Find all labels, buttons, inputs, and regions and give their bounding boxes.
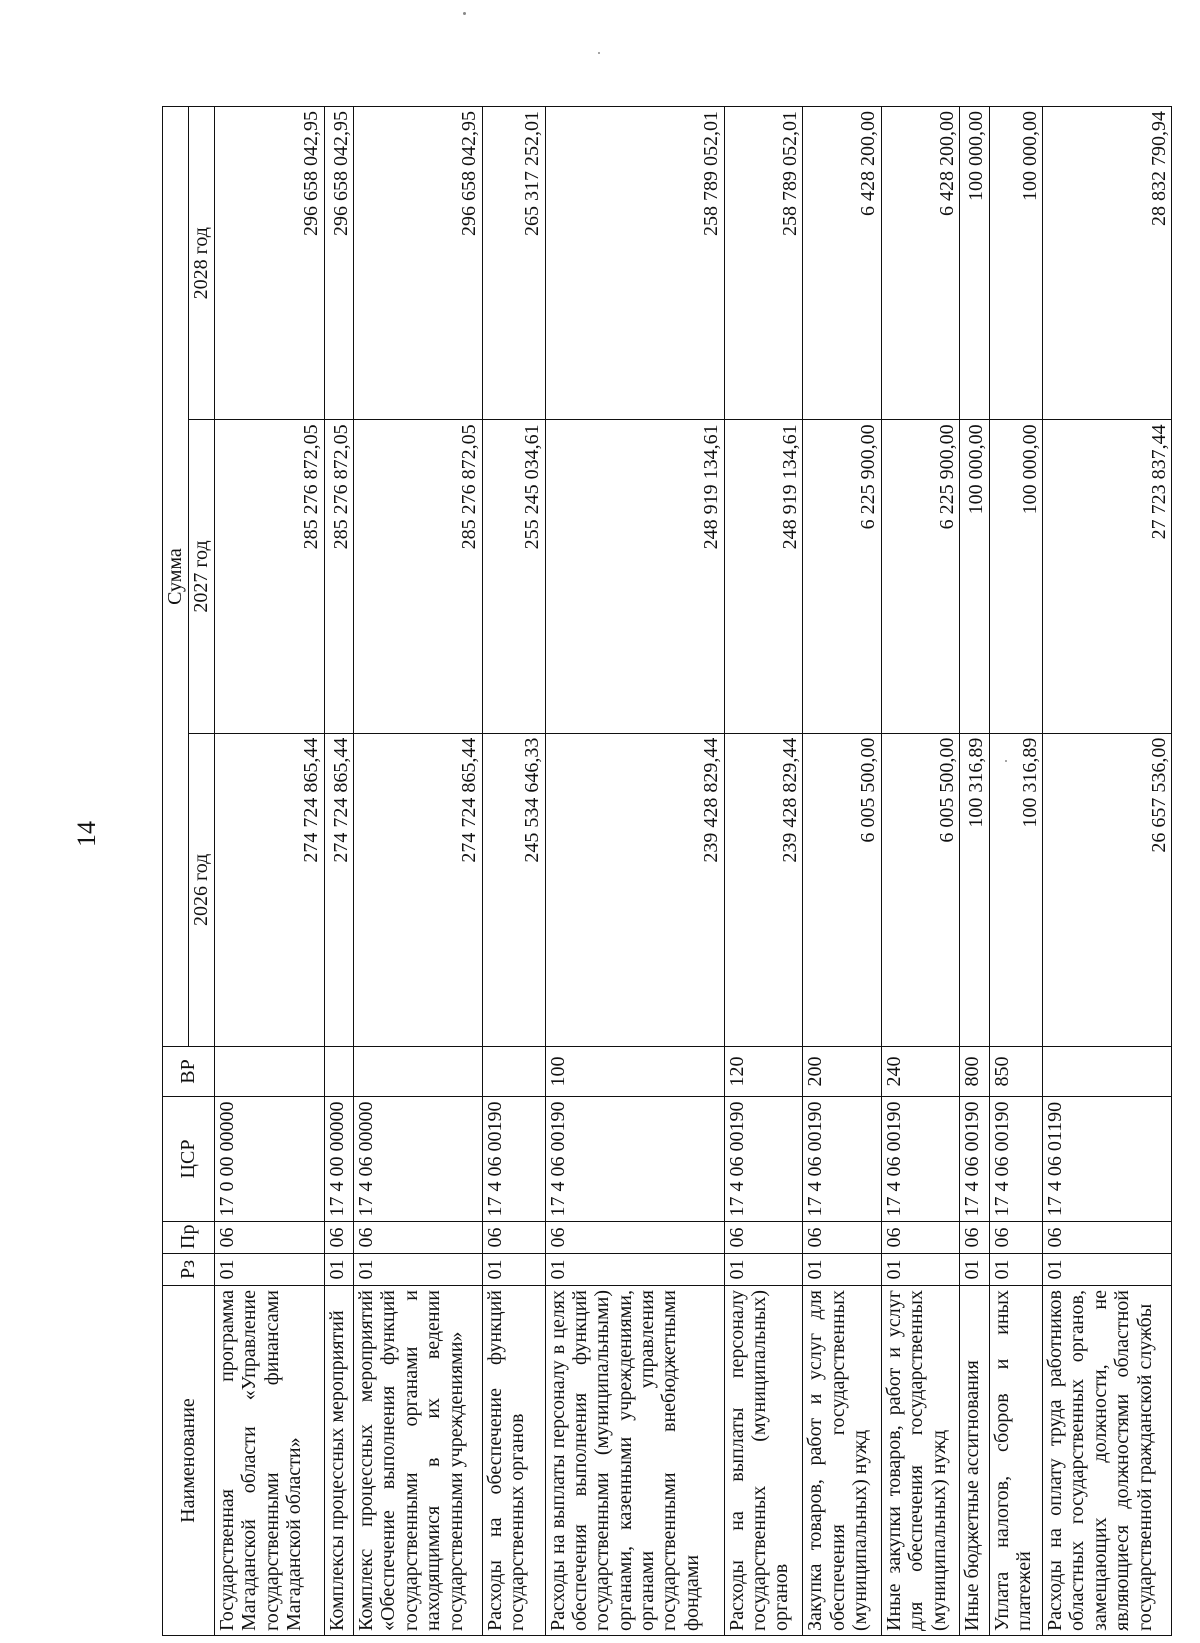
row-csr: 17 4 06 00190 — [724, 1097, 803, 1222]
row-rz: 01 — [1043, 1254, 1172, 1286]
table-row — [881, 107, 960, 1636]
row-csr: 17 4 06 00190 — [545, 1097, 724, 1222]
row-csr: 17 4 06 00190 — [960, 1097, 989, 1222]
header-sum: Сумма — [163, 107, 189, 1047]
row-vr: 120 — [724, 1047, 803, 1097]
row-csr: 17 4 06 00190 — [881, 1097, 960, 1222]
row-2028: 6 428 200,00 — [803, 107, 882, 420]
row-2026: 245 534 646,33 — [482, 733, 545, 1046]
table-row — [960, 107, 989, 1636]
row-vr: 240 — [881, 1047, 960, 1097]
row-csr: 17 4 06 00190 — [989, 1097, 1043, 1222]
page-number: 14 — [72, 821, 101, 847]
row-2027: 100 000,00 — [960, 420, 989, 733]
table-row — [215, 107, 325, 1636]
table-row — [724, 107, 803, 1636]
row-vr — [215, 1047, 325, 1097]
row-pr: 06 — [724, 1222, 803, 1254]
row-pr: 06 — [215, 1222, 325, 1254]
row-rz: 01 — [353, 1254, 482, 1286]
row-2026: 239 428 829,44 — [545, 733, 724, 1046]
row-2027: 255 245 034,61 — [482, 420, 545, 733]
row-name: Государственная программа Магаданской области «Управление государственными финансами Магаданской области» — [215, 1286, 325, 1636]
table-row — [803, 107, 882, 1636]
header-year-2027: 2027 год — [189, 420, 215, 733]
rotated-table-wrapper — [162, 106, 1172, 1636]
row-2028: 296 658 042,95 — [215, 107, 325, 420]
row-rz: 01 — [803, 1254, 882, 1286]
header-rz: Рз — [163, 1254, 215, 1286]
row-name: Расходы на выплаты персоналу в целях обеспечения выполнения функций государственными (муниципальными) органами, казенными учреждениями, органами управления государственными внебюджетными фондами — [545, 1286, 724, 1636]
row-rz: 01 — [324, 1254, 353, 1286]
row-name: Уплата налогов, сборов и иных платежей — [989, 1286, 1043, 1636]
row-2026: 6 005 500,00 — [881, 733, 960, 1046]
row-2027: 6 225 900,00 — [881, 420, 960, 733]
header-name: Наименование — [163, 1286, 215, 1636]
row-rz: 01 — [881, 1254, 960, 1286]
row-pr: 06 — [803, 1222, 882, 1254]
row-rz: 01 — [215, 1254, 325, 1286]
row-vr — [1043, 1047, 1172, 1097]
row-2028: 100 000,00 — [960, 107, 989, 420]
row-pr: 06 — [960, 1222, 989, 1254]
row-2026: 239 428 829,44 — [724, 733, 803, 1046]
row-csr: 17 4 06 00000 — [353, 1097, 482, 1222]
row-pr: 06 — [989, 1222, 1043, 1254]
table-row — [1043, 107, 1172, 1636]
row-2027: 100 000,00 — [989, 420, 1043, 733]
row-2028: 6 428 200,00 — [881, 107, 960, 420]
row-csr: 17 4 06 01190 — [1043, 1097, 1172, 1222]
row-2026: 274 724 865,44 — [353, 733, 482, 1046]
row-pr: 06 — [353, 1222, 482, 1254]
row-2026: 100 316,89 — [960, 733, 989, 1046]
row-rz: 01 — [989, 1254, 1043, 1286]
row-rz: 01 — [960, 1254, 989, 1286]
row-name: Комплекс процессных мероприятий «Обеспечение выполнения функций государственными органами и находящимися в их ведении государственными учреждениями» — [353, 1286, 482, 1636]
row-2028: 100 000,00 — [989, 107, 1043, 420]
row-2028: 258 789 052,01 — [545, 107, 724, 420]
table-row — [353, 107, 482, 1636]
scan-speck — [463, 12, 466, 15]
row-2028: 296 658 042,95 — [353, 107, 482, 420]
row-pr: 06 — [324, 1222, 353, 1254]
row-name: Расходы на оплату труда работников областных государственных органов, замещающих должности, не являющиеся должностями областной государственной гражданской службы — [1043, 1286, 1172, 1636]
row-csr: 17 4 06 00190 — [803, 1097, 882, 1222]
row-2028: 296 658 042,95 — [324, 107, 353, 420]
table-row — [324, 107, 353, 1636]
row-vr — [482, 1047, 545, 1097]
row-pr: 06 — [482, 1222, 545, 1254]
header-year-2026: 2026 год — [189, 733, 215, 1046]
row-name: Расходы на выплаты персоналу государственных (муниципальных) органов — [724, 1286, 803, 1636]
row-vr: 100 — [545, 1047, 724, 1097]
row-2027: 285 276 872,05 — [353, 420, 482, 733]
row-2027: 248 919 134,61 — [545, 420, 724, 733]
row-2028: 28 832 790,94 — [1043, 107, 1172, 420]
header-pr: Пр — [163, 1222, 215, 1254]
row-2026: 26 657 536,00 — [1043, 733, 1172, 1046]
row-2027: 6 225 900,00 — [803, 420, 882, 733]
row-2027: 27 723 837,44 — [1043, 420, 1172, 733]
row-name: Расходы на обеспечение функций государственных органов — [482, 1286, 545, 1636]
row-vr: 850 — [989, 1047, 1043, 1097]
budget-table — [162, 106, 1172, 1636]
header-vr: ВР — [163, 1047, 215, 1097]
row-csr: 17 4 00 00000 — [324, 1097, 353, 1222]
row-vr — [353, 1047, 482, 1097]
row-2026: 6 005 500,00 — [803, 733, 882, 1046]
table-body — [215, 107, 1172, 1636]
row-name: Закупка товаров, работ и услуг для обеспечения государственных (муниципальных) нужд — [803, 1286, 882, 1636]
table-row — [989, 107, 1043, 1636]
header-csr: ЦСР — [163, 1097, 215, 1222]
row-2026: 100 316,89 — [989, 733, 1043, 1046]
row-vr: 200 — [803, 1047, 882, 1097]
table-row — [545, 107, 724, 1636]
row-2027: 248 919 134,61 — [724, 420, 803, 733]
row-rz: 01 — [482, 1254, 545, 1286]
row-csr: 17 0 00 00000 — [215, 1097, 325, 1222]
row-vr — [324, 1047, 353, 1097]
row-2028: 258 789 052,01 — [724, 107, 803, 420]
row-2028: 265 317 252,01 — [482, 107, 545, 420]
table-row — [482, 107, 545, 1636]
row-rz: 01 — [724, 1254, 803, 1286]
row-name: Иные закупки товаров, работ и услуг для обеспечения государственных (муниципальных) нужд — [881, 1286, 960, 1636]
row-2026: 274 724 865,44 — [215, 733, 325, 1046]
row-pr: 06 — [1043, 1222, 1172, 1254]
row-name: Иные бюджетные ассигнования — [960, 1286, 989, 1636]
row-2026: 274 724 865,44 — [324, 733, 353, 1046]
row-2027: 285 276 872,05 — [324, 420, 353, 733]
row-pr: 06 — [545, 1222, 724, 1254]
row-name: Комплексы процессных мероприятий — [324, 1286, 353, 1636]
row-pr: 06 — [881, 1222, 960, 1254]
row-rz: 01 — [545, 1254, 724, 1286]
row-2027: 285 276 872,05 — [215, 420, 325, 733]
row-vr: 800 — [960, 1047, 989, 1097]
row-csr: 17 4 06 00190 — [482, 1097, 545, 1222]
scan-speck — [598, 52, 600, 54]
header-year-2028: 2028 год — [189, 107, 215, 420]
